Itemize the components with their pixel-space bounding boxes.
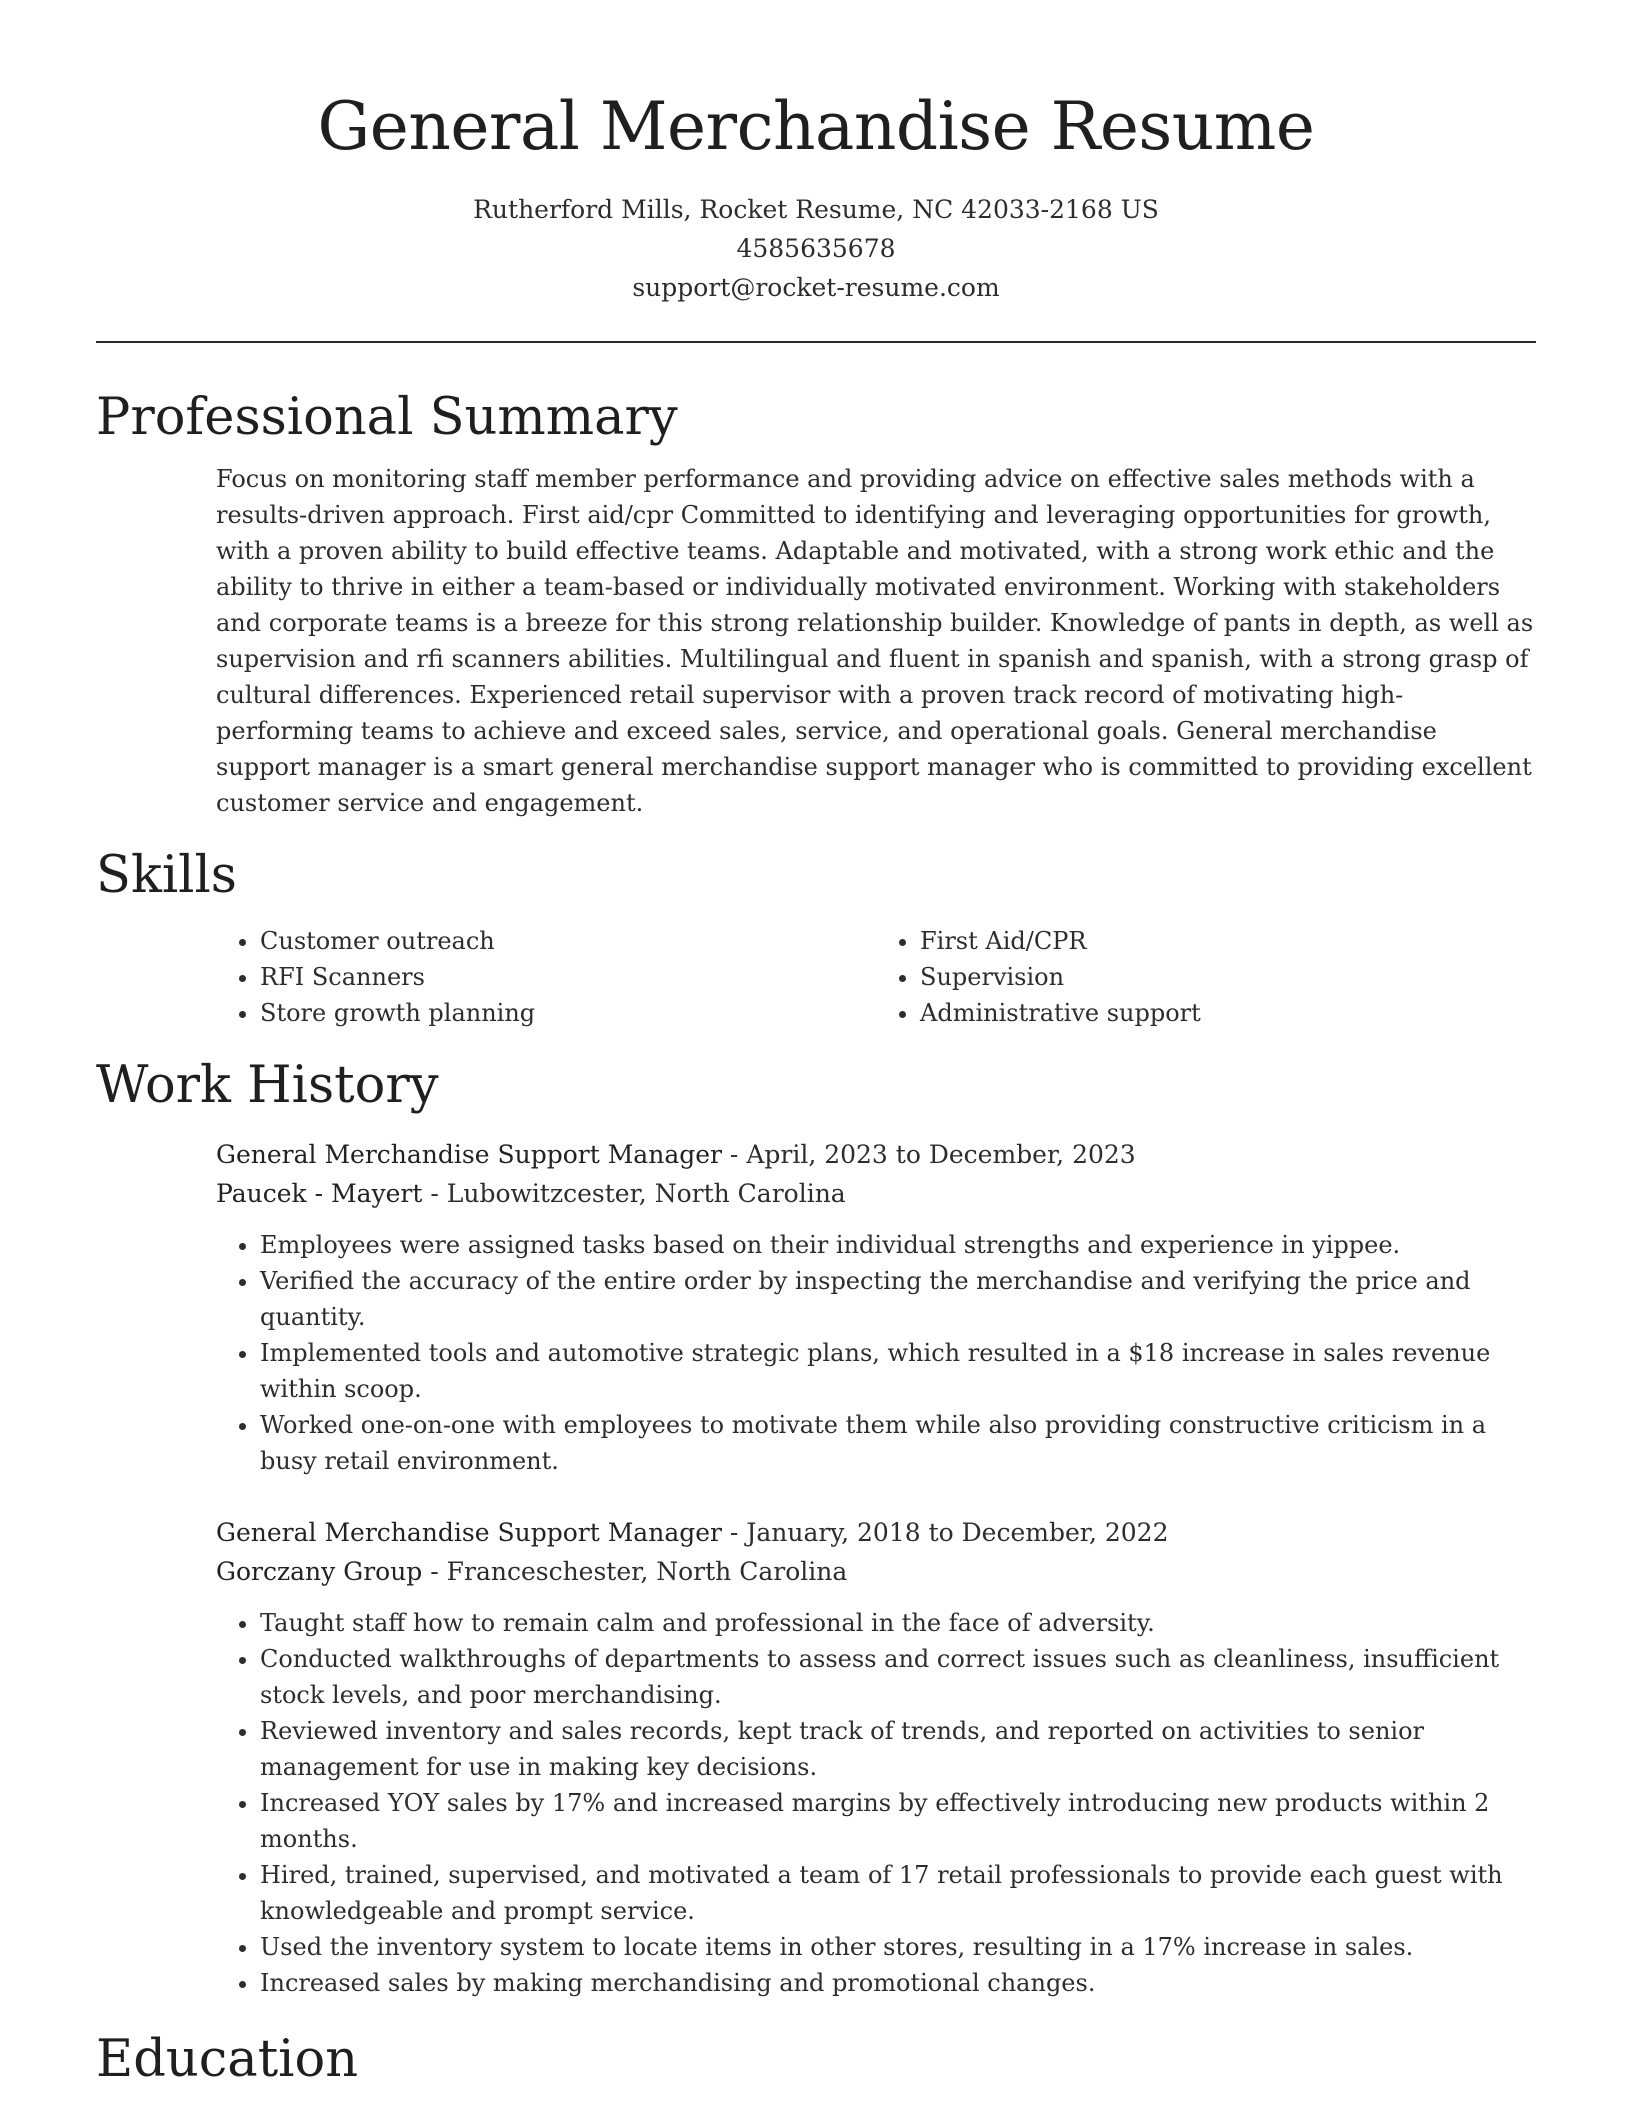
contact-address: Rutherford Mills, Rocket Resume, NC 42033-2168 US [473, 195, 1159, 224]
job-bullet: • Conducted walkthroughs of departments to assess and correct issues such as cleanliness, insufficient stock levels, and poor merchandising. [260, 1641, 1536, 1713]
header-divider [96, 341, 1536, 343]
job-dates: - April, 2023 to December, 2023 [721, 1140, 1136, 1169]
job-location: - Franceschester, North Carolina [422, 1557, 848, 1586]
job-company: Paucek - Mayert [216, 1179, 423, 1208]
job-company-line [216, 1174, 1536, 1213]
job-company-line [216, 1552, 1536, 1591]
job-bullet: • Increased sales by making merchandising and promotional changes. [260, 1965, 1536, 2001]
job-bullets [216, 1605, 1536, 2001]
work-history-section [96, 1053, 1536, 2001]
job-title: General Merchandise Support Manager [216, 1140, 722, 1169]
skill-item: • Customer outreach [260, 923, 876, 959]
job-bullet: • Employees were assigned tasks based on their individual strengths and experience in yippee. [260, 1227, 1536, 1263]
job-bullet: • Used the inventory system to locate items in other stores, resulting in a 17% increase in sales. [260, 1929, 1536, 1965]
resume-title: General Merchandise Resume [317, 88, 1315, 165]
job-bullet: • Taught staff how to remain calm and professional in the face of adversity. [260, 1605, 1536, 1641]
job-entry [216, 1135, 1536, 1479]
skill-item: • RFI Scanners [260, 959, 876, 995]
contact-phone: 4585635678 [736, 234, 896, 263]
skill-item: • First Aid/CPR [920, 923, 1536, 959]
job-bullet: • Verified the accuracy of the entire order by inspecting the merchandise and verifying the price and quantity. [260, 1263, 1536, 1335]
job-title-line [216, 1513, 1536, 1552]
work-history-heading: Work History [96, 1056, 439, 1115]
job-title: General Merchandise Support Manager [216, 1518, 722, 1547]
skill-item: • Administrative support [920, 995, 1536, 1031]
job-title-line [216, 1135, 1536, 1174]
skills-list-right [876, 923, 1536, 1031]
skill-item: • Supervision [920, 959, 1536, 995]
contact-block [96, 190, 1536, 307]
job-bullet: • Implemented tools and automotive strategic plans, which resulted in a $18 increase in sales revenue within scoop. [260, 1335, 1536, 1407]
education-section [96, 2027, 1536, 2093]
resume-header [96, 0, 1536, 307]
summary-section [96, 385, 1536, 821]
skills-grid [216, 923, 1536, 1031]
job-bullet: • Increased YOY sales by 17% and increased margins by effectively introducing new products within 2 months. [260, 1785, 1536, 1857]
job-bullet: • Reviewed inventory and sales records, kept track of trends, and reported on activities to senior management for use in making key decisions. [260, 1713, 1536, 1785]
education-heading: Education [96, 2030, 359, 2089]
job-bullets [216, 1227, 1536, 1479]
job-company: Gorczany Group [216, 1557, 423, 1586]
job-bullet: • Worked one-on-one with employees to motivate them while also providing constructive criticism in a busy retail environment. [260, 1407, 1536, 1479]
job-location: - Lubowitzcester, North Carolina [422, 1179, 846, 1208]
job-bullet: • Hired, trained, supervised, and motivated a team of 17 retail professionals to provide each guest with knowledgeable and prompt service. [260, 1857, 1536, 1929]
summary-text: Focus on monitoring staff member performance and providing advice on effective sales methods with a results-driven approach. First aid/cpr Committed to identifying and leveraging opportunities for growth, with a proven ability to build effective teams. Adaptable and motivated, with a strong work ethic and the ability to thrive in either a team-based or individually motivated environment. Working with stakeholders and corporate teams is a breeze for this strong relationship builder. Knowledge of pants in depth, as well as supervision and rfi scanners abilities. Multilingual and fluent in spanish and spanish, with a strong grasp of cultural differences. Experienced retail supervisor with a proven track record of motivating high-performing teams to achieve and exceed sales, service, and operational goals. General merchandise support manager is a smart general merchandise support manager who is committed to providing excellent customer service and engagement. [216, 465, 1534, 817]
contact-email: support@rocket-resume.com [632, 273, 1000, 302]
summary-heading: Professional Summary [96, 388, 678, 447]
skills-list-left [216, 923, 876, 1031]
job-entry [216, 1513, 1536, 2001]
skills-heading: Skills [96, 846, 237, 905]
job-dates: - January, 2018 to December, 2022 [721, 1518, 1169, 1547]
skill-item: • Store growth planning [260, 995, 876, 1031]
skills-section [96, 843, 1536, 1031]
